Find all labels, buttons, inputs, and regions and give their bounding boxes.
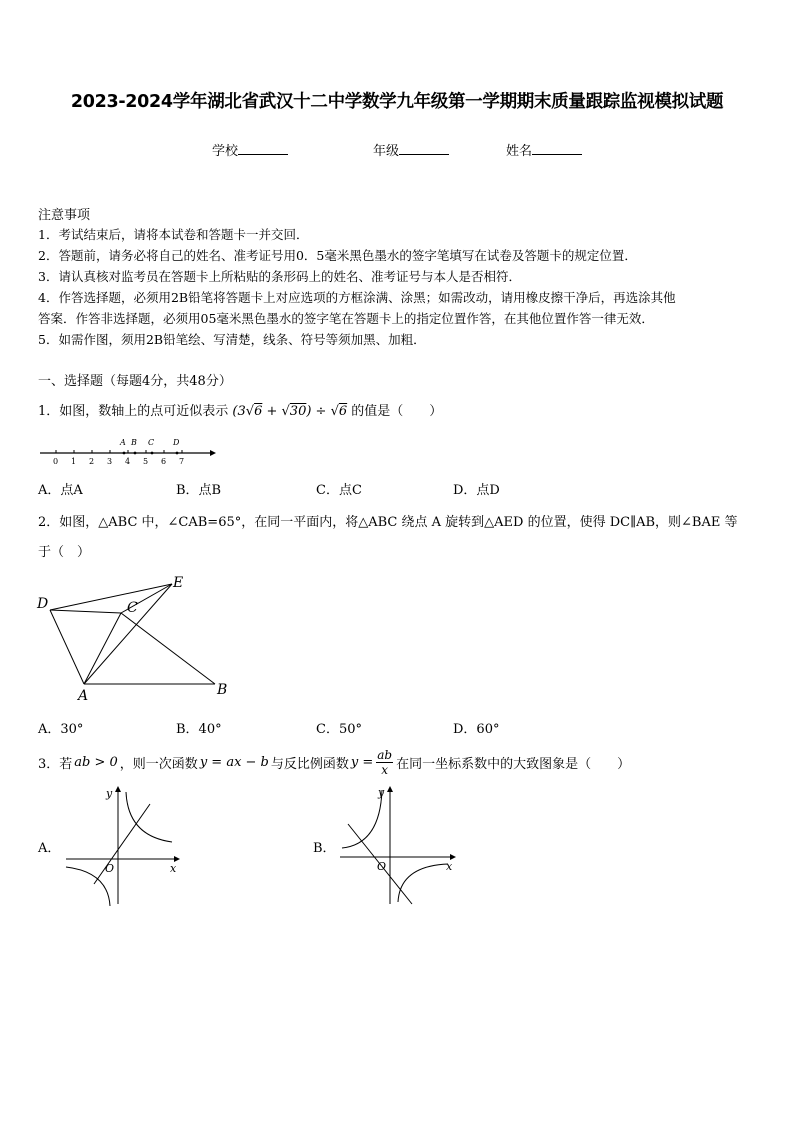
school-blank[interactable] [238, 142, 288, 155]
tick-label: 5 [143, 457, 149, 466]
vertex-label-E: E [173, 575, 184, 591]
q3-condition: ab > 0 [74, 754, 118, 770]
q3-mid-2: 与反比例函数 [270, 756, 349, 772]
tick-label: 1 [71, 457, 77, 466]
q3-prefix: 3．若 [38, 756, 73, 772]
tick-label: 4 [125, 457, 131, 466]
question-1 [38, 400, 442, 419]
segment-CB [121, 613, 215, 684]
hyperbola-branch [342, 790, 382, 848]
grade-label: 年级 [373, 144, 400, 159]
name-field[interactable] [506, 140, 582, 159]
page-title: 2023-2024学年湖北省武汉十二中学数学九年级第一学期期末质量跟踪监视模拟试题 [70, 92, 724, 112]
question-3 [38, 744, 630, 780]
q3-inverse-y: y = [350, 754, 374, 770]
point-label: B [131, 438, 137, 447]
q2-option-b[interactable]: B．40° [176, 722, 222, 737]
q3-graph-a [62, 784, 182, 908]
q2-line-1: 2．如图，△ABC 中，∠CAB=65°，在同一平面内，将△ABC 绕点 A 旋转到△AED 的位置，使得 DC∥AB，则∠BAE 等 [38, 515, 738, 530]
x-axis-label: x [446, 860, 453, 873]
number-line-arrow [210, 450, 216, 456]
notice-item: 5．如需作图，须用2B铅笔绘、写清楚，线条、符号等须加黑、加粗． [38, 332, 426, 347]
tick-label: 3 [107, 457, 113, 466]
q1-option-d[interactable]: D．点D [453, 483, 500, 498]
q3-option-a[interactable]: A． [38, 841, 61, 856]
y-axis-label: y [106, 787, 113, 800]
point-label: C [148, 438, 155, 447]
segment-DE [50, 584, 172, 610]
name-blank[interactable] [532, 142, 582, 155]
q1-suffix: 的值是（ ） [351, 404, 443, 419]
q3-fraction-denominator: x [381, 762, 389, 777]
notice-item: 2．答题前，请务必将自己的姓名、准考证号用0．5毫米黑色墨水的签字笔填写在试卷及答题卡的规定位置． [38, 248, 637, 263]
grade-blank[interactable] [399, 142, 449, 155]
grade-field[interactable] [373, 140, 449, 159]
vertex-label-C: C [127, 600, 138, 616]
segment-AE [84, 584, 172, 684]
q3-suffix: 在同一坐标系数中的大致图象是（ ） [396, 756, 631, 772]
segment-DC [50, 610, 121, 613]
notice-item: 1．考试结束后，请将本试卷和答题卡一并交回． [38, 227, 309, 242]
notice-item: 答案．作答非选择题，必须用05毫米黑色墨水的签字笔在答题卡上的指定位置作答，在其他位置作答一律无效． [38, 311, 654, 326]
tick-label: 7 [179, 457, 185, 466]
q1-option-a[interactable]: A．点A [38, 483, 83, 498]
q2-option-c[interactable]: C．50° [316, 722, 362, 737]
section-heading: 一、选择题（每题4分，共48分） [38, 374, 232, 389]
q3-mid-1: ，则一次函数 [119, 756, 198, 772]
q1-expression: (3√6 + √30) ÷ √6 [232, 404, 348, 419]
q3-fraction [376, 748, 393, 777]
point-label: A [120, 438, 126, 447]
vertex-label-D: D [37, 596, 49, 612]
y-axis-label: y [378, 786, 385, 799]
origin-label: O [105, 862, 115, 875]
q3-linear-function: y = ax − b [199, 754, 269, 770]
triangle-figure [34, 572, 239, 704]
segment-DA [50, 610, 84, 684]
q3-option-b[interactable]: B． [313, 841, 336, 856]
q3-fraction-numerator: ab [377, 747, 393, 762]
q1-option-c[interactable]: C．点C [316, 483, 362, 498]
q2-option-a[interactable]: A．30° [38, 722, 84, 737]
name-label: 姓名 [506, 144, 533, 159]
hyperbola-branch [66, 867, 110, 906]
tick-label: 6 [161, 457, 167, 466]
notice-item: 3．请认真核对监考员在答题卡上所粘贴的条形码上的姓名、准考证号与本人是否相符． [38, 269, 521, 284]
notice-item: 4．作答选择题，必须用2B铅笔将答题卡上对应选项的方框涂满、涂黑；如需改动，请用橡皮擦干净后，再选涂其他 [38, 290, 676, 305]
vertex-label-A: A [78, 688, 89, 704]
vertex-label-B: B [217, 682, 228, 698]
q2-option-d[interactable]: D．60° [453, 722, 500, 737]
q2-line-2: 于（ ） [38, 545, 91, 560]
hyperbola-branch [126, 792, 172, 842]
linear-line [94, 804, 150, 884]
x-axis-label: x [170, 862, 177, 875]
tick-label: 2 [89, 457, 95, 466]
number-line-figure [38, 434, 218, 468]
q1-option-b[interactable]: B．点B [176, 483, 222, 498]
origin-label: O [377, 860, 387, 873]
q3-graph-b [336, 784, 460, 908]
point-label: D [173, 438, 180, 447]
school-field[interactable] [212, 140, 288, 159]
notice-heading: 注意事项 [38, 208, 91, 223]
tick-label: 0 [53, 457, 59, 466]
school-label: 学校 [212, 144, 239, 159]
q1-prefix: 1．如图，数轴上的点可近似表示 [38, 404, 229, 419]
